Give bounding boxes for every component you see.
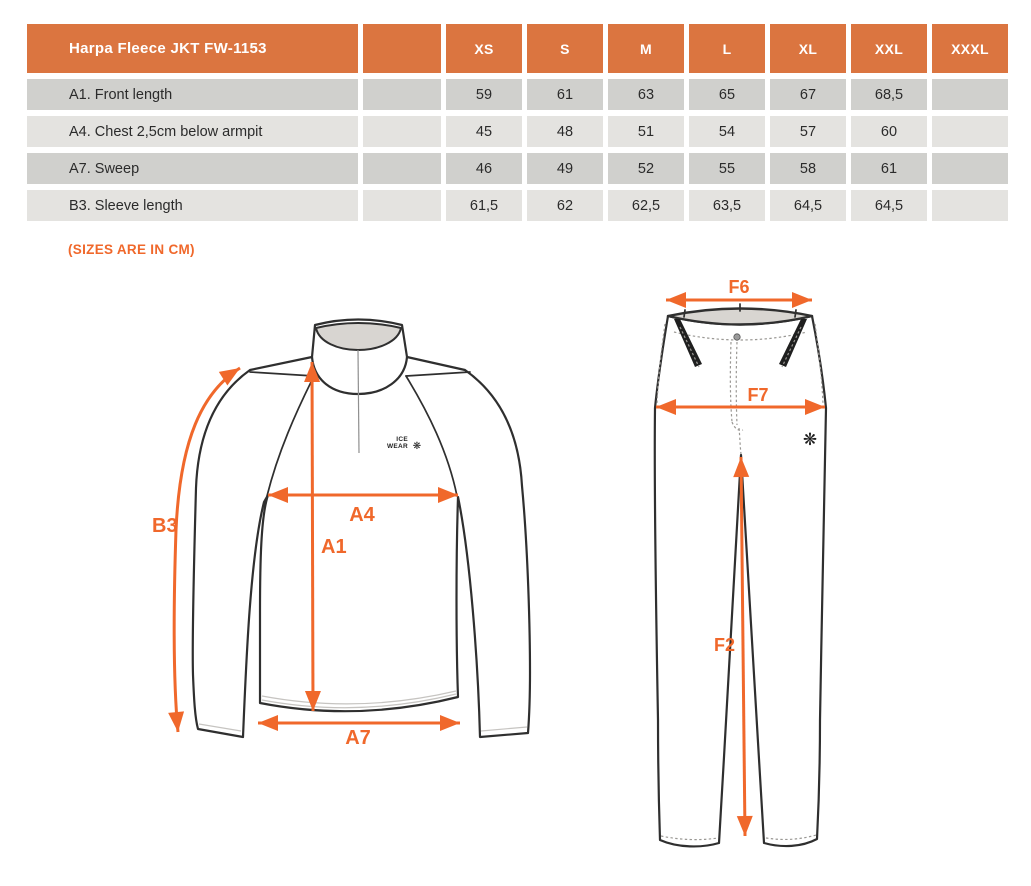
- value-cell: 52: [608, 153, 684, 184]
- spacer-cell: [363, 153, 441, 184]
- value-cell: 54: [689, 116, 765, 147]
- value-cell: [932, 190, 1008, 221]
- value-cell: 64,5: [770, 190, 846, 221]
- f6-label: F6: [728, 280, 750, 297]
- value-cell: [932, 153, 1008, 184]
- row-label: B3. Sleeve length: [27, 190, 358, 221]
- jacket-measurement-diagram: [140, 300, 580, 780]
- pants-measurement-diagram: [630, 280, 870, 880]
- header-spacer-cell: [363, 24, 441, 73]
- value-cell: 51: [608, 116, 684, 147]
- value-cell: 62,5: [608, 190, 684, 221]
- value-cell: [932, 116, 1008, 147]
- value-cell: 58: [770, 153, 846, 184]
- sizes-unit-note: (SIZES ARE IN CM): [68, 242, 195, 257]
- value-cell: 62: [527, 190, 603, 221]
- value-cell: 63: [608, 79, 684, 110]
- pants-body: [655, 316, 826, 846]
- header-cell-xl: XL: [770, 24, 846, 73]
- a1-label: A1: [321, 536, 347, 558]
- b3-label: B3: [152, 515, 178, 537]
- spacer-cell: [363, 116, 441, 147]
- a1-measure-arrow: [312, 362, 313, 711]
- header-cell-l: L: [689, 24, 765, 73]
- icewear-logo-text: WEAR: [386, 443, 408, 450]
- value-cell: 55: [689, 153, 765, 184]
- size-table: [27, 24, 1008, 221]
- waistband-tick: [684, 310, 685, 317]
- spacer-cell: [363, 190, 441, 221]
- value-cell: 65: [689, 79, 765, 110]
- value-cell: 64,5: [851, 190, 927, 221]
- value-cell: 61,5: [446, 190, 522, 221]
- icewear-logo-text: ICE: [396, 436, 408, 443]
- jacket-body: [193, 357, 530, 737]
- f7-label: F7: [747, 385, 769, 405]
- header-cell-xs: XS: [446, 24, 522, 73]
- a7-label: A7: [345, 727, 371, 749]
- value-cell: 61: [527, 79, 603, 110]
- value-cell: 60: [851, 116, 927, 147]
- value-cell: [932, 79, 1008, 110]
- waistband-tick: [795, 310, 796, 317]
- value-cell: 57: [770, 116, 846, 147]
- value-cell: 61: [851, 153, 927, 184]
- header-cell-s: S: [527, 24, 603, 73]
- spacer-cell: [363, 79, 441, 110]
- f2-label: F2: [713, 635, 735, 655]
- header-cell-xxl: XXL: [851, 24, 927, 73]
- value-cell: 67: [770, 79, 846, 110]
- a4-label: A4: [349, 504, 375, 526]
- value-cell: 59: [446, 79, 522, 110]
- value-cell: 48: [527, 116, 603, 147]
- value-cell: 68,5: [851, 79, 927, 110]
- row-label: A1. Front length: [27, 79, 358, 110]
- table-title: Harpa Fleece JKT FW-1153: [27, 24, 358, 73]
- header-cell-xxxl: XXXL: [932, 24, 1008, 73]
- value-cell: 49: [527, 153, 603, 184]
- row-label: A4. Chest 2,5cm below armpit: [27, 116, 358, 147]
- snowflake-icon: ❋: [802, 430, 818, 450]
- snowflake-icon: ❋: [412, 441, 422, 452]
- value-cell: 63,5: [689, 190, 765, 221]
- value-cell: 45: [446, 116, 522, 147]
- value-cell: 46: [446, 153, 522, 184]
- row-label: A7. Sweep: [27, 153, 358, 184]
- header-cell-m: M: [608, 24, 684, 73]
- waist-button: [734, 334, 740, 340]
